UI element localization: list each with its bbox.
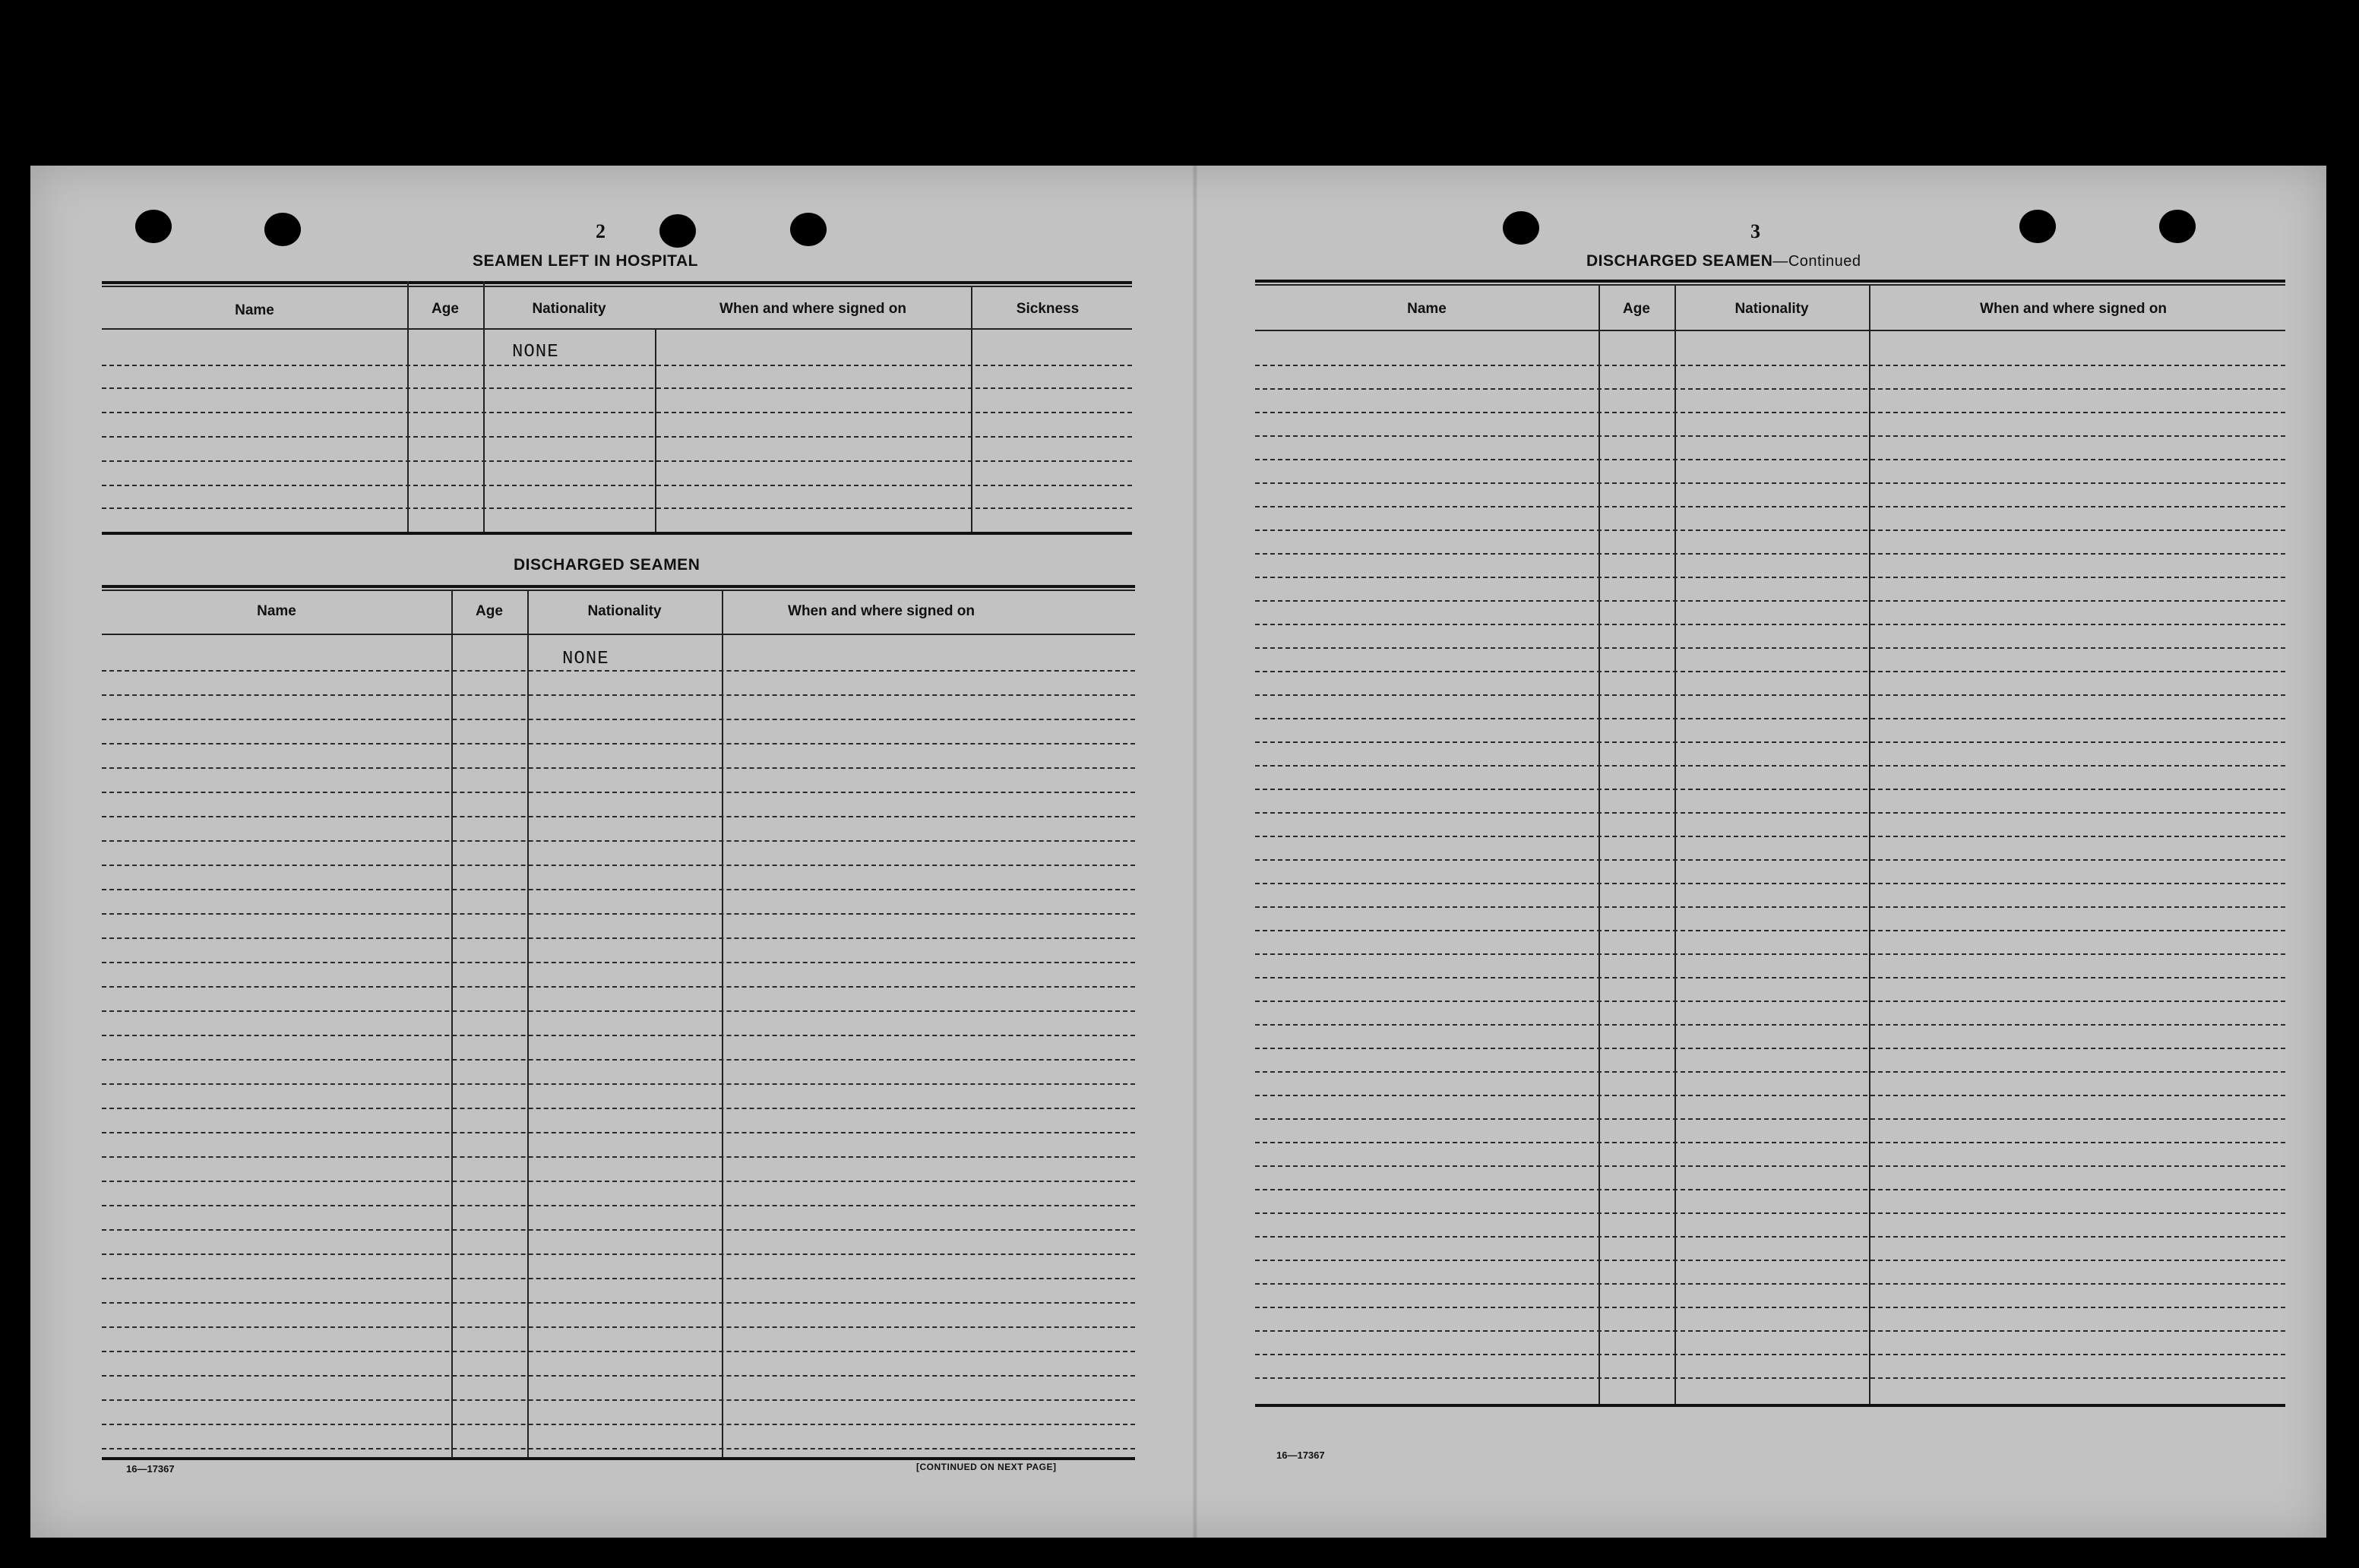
entry-row-line xyxy=(102,1010,1135,1012)
entry-row-line xyxy=(102,1181,1135,1182)
entry-row-line xyxy=(1255,459,2285,460)
punch-hole xyxy=(264,213,301,246)
entry-row-line xyxy=(1255,435,2285,437)
entry-row-line xyxy=(1255,647,2285,649)
continued-suffix: —Continued xyxy=(1772,253,1861,270)
entry-row-line xyxy=(1255,600,2285,602)
entry-row-line xyxy=(102,1326,1135,1328)
entry-row-line xyxy=(102,792,1135,793)
punch-hole xyxy=(135,210,172,243)
entry-row-line xyxy=(102,1108,1135,1109)
entry-row-line xyxy=(1255,1307,2285,1308)
entry-row-line xyxy=(102,865,1135,866)
table-header: Age xyxy=(1623,301,1650,317)
table-header: When and where signed on xyxy=(788,603,975,619)
entry-row-line xyxy=(1255,789,2285,790)
punch-hole xyxy=(790,213,827,246)
entry-row-line xyxy=(102,937,1135,939)
entry-row-line xyxy=(1255,1377,2285,1379)
entry-row-line xyxy=(1255,1260,2285,1261)
hospital-section-title: SEAMEN LEFT IN HOSPITAL xyxy=(473,252,698,270)
continued-note: [CONTINUED ON NEXT PAGE] xyxy=(916,1462,1057,1472)
entry-row-line xyxy=(102,1035,1135,1036)
entry-row-line xyxy=(1255,365,2285,366)
entry-row-line xyxy=(1255,1071,2285,1073)
entry-row-line xyxy=(102,1351,1135,1352)
entry-row-line xyxy=(1255,482,2285,484)
entry-row-line xyxy=(1255,388,2285,390)
hospital-entry: NONE xyxy=(512,342,559,362)
entry-row-line xyxy=(1255,1165,2285,1167)
document-sheet xyxy=(30,166,2326,1538)
entry-row-line xyxy=(102,1375,1135,1377)
entry-row-line xyxy=(1255,741,2285,743)
entry-row-line xyxy=(102,1399,1135,1401)
discharged-continued-title xyxy=(1586,252,1861,270)
entry-row-line xyxy=(1255,671,2285,672)
table-header: Name xyxy=(1407,301,1447,317)
entry-row-line xyxy=(102,889,1135,890)
entry-row-line xyxy=(1255,718,2285,719)
entry-row-line xyxy=(1255,1095,2285,1096)
entry-row-line xyxy=(1255,1236,2285,1238)
entry-row-line xyxy=(1255,812,2285,814)
entry-row-line xyxy=(1255,577,2285,578)
entry-row-line xyxy=(102,1278,1135,1279)
entry-row-line xyxy=(1255,930,2285,931)
entry-row-line xyxy=(102,1229,1135,1231)
entry-row-line xyxy=(1255,1283,2285,1285)
form-number: 16—17367 xyxy=(126,1463,175,1475)
page-fold xyxy=(1193,166,1197,1538)
entry-row-line xyxy=(1255,1354,2285,1355)
entry-row-line xyxy=(102,840,1135,842)
entry-row-line xyxy=(1255,883,2285,884)
entry-row-line xyxy=(1255,1142,2285,1143)
entry-row-line xyxy=(1255,1118,2285,1120)
entry-row-line xyxy=(102,816,1135,817)
entry-row-line xyxy=(102,670,1135,672)
form-number: 16—17367 xyxy=(1276,1449,1325,1461)
table-header: Nationality xyxy=(1734,301,1809,317)
entry-row-line xyxy=(102,1205,1135,1206)
discharged-entry: NONE xyxy=(562,649,609,669)
entry-row-line xyxy=(102,743,1135,744)
entry-row-line xyxy=(102,1132,1135,1133)
entry-row-line xyxy=(1255,694,2285,696)
entry-row-line xyxy=(1255,1048,2285,1049)
entry-row-line xyxy=(1255,1330,2285,1332)
page-number: 2 xyxy=(596,220,606,242)
entry-row-line xyxy=(1255,506,2285,507)
table-header: When and where signed on xyxy=(1980,301,2167,317)
entry-row-line xyxy=(102,986,1135,988)
punch-hole xyxy=(659,214,696,248)
entry-row-line xyxy=(1255,1024,2285,1026)
table-header: Age xyxy=(476,603,503,619)
entry-row-line xyxy=(102,1083,1135,1085)
table-header: Age xyxy=(432,301,459,317)
entry-row-line xyxy=(1255,553,2285,555)
entry-row-line xyxy=(102,1448,1135,1449)
entry-row-line xyxy=(102,1156,1135,1158)
discharged-section-title: DISCHARGED SEAMEN xyxy=(514,556,700,574)
entry-row-line xyxy=(1255,765,2285,767)
table-header: Name xyxy=(257,603,296,619)
table-header: Nationality xyxy=(587,603,662,619)
entry-row-line xyxy=(1255,953,2285,955)
entry-row-line xyxy=(102,719,1135,720)
entry-row-line xyxy=(102,1302,1135,1304)
punch-hole xyxy=(2019,210,2056,243)
punch-hole xyxy=(1503,211,1539,245)
table-header: When and where signed on xyxy=(719,301,906,317)
table-header: Sickness xyxy=(1016,301,1080,317)
entry-row-line xyxy=(102,1253,1135,1255)
entry-row-line xyxy=(102,767,1135,769)
entry-row-line xyxy=(1255,836,2285,837)
entry-row-line xyxy=(1255,530,2285,531)
entry-row-line xyxy=(1255,906,2285,908)
entry-row-line xyxy=(1255,977,2285,978)
entry-row-line xyxy=(1255,624,2285,625)
entry-row-line xyxy=(1255,1212,2285,1214)
discharged-table-left xyxy=(102,585,1135,1497)
entry-row-line xyxy=(1255,1001,2285,1002)
entry-row-line xyxy=(102,1424,1135,1425)
table-header: Nationality xyxy=(532,301,606,317)
discharged-table-right xyxy=(1255,280,2285,1465)
page-number: 3 xyxy=(1750,220,1760,242)
discharged-title: DISCHARGED SEAMEN xyxy=(1586,252,1773,270)
entry-row-line xyxy=(1255,412,2285,413)
entry-row-line xyxy=(102,694,1135,696)
table-header: Name xyxy=(235,302,274,318)
punch-hole xyxy=(2159,210,2196,243)
entry-row-line xyxy=(1255,859,2285,861)
entry-row-line xyxy=(102,1059,1135,1061)
entry-row-line xyxy=(1255,1189,2285,1190)
entry-row-line xyxy=(102,913,1135,915)
entry-row-line xyxy=(102,962,1135,963)
